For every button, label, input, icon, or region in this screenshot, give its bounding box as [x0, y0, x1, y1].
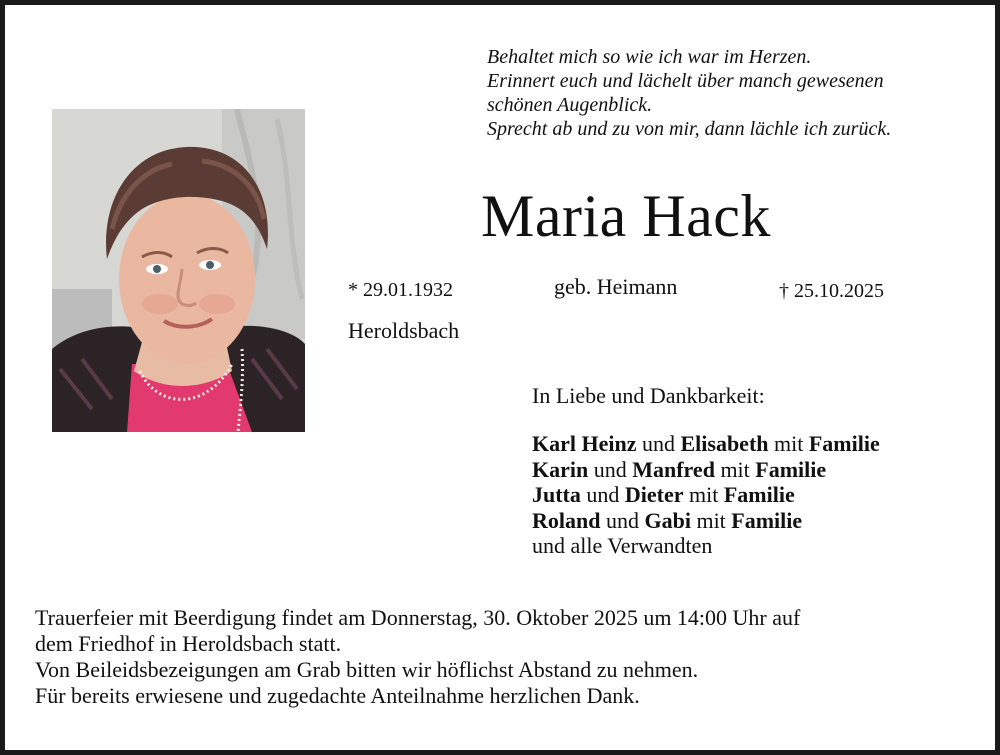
mourners-intro: In Liebe und Dankbarkeit:: [532, 383, 765, 408]
mourner-name: Roland: [532, 507, 601, 533]
mourner-row: Roland und Gabi mit Familie: [532, 507, 803, 533]
notice-line: Von Beileidsbezeigungen am Grab bitten wir höflichst Abstand zu nehmen.: [35, 657, 699, 682]
mourner-name: Karl Heinz: [532, 431, 637, 456]
mourner-name: Karin: [532, 456, 589, 482]
notice-line: dem Friedhof in Heroldsbach statt.: [35, 631, 342, 656]
death-date: † 25.10.2025: [779, 280, 884, 302]
mourner-name: Gabi: [644, 507, 691, 533]
notice-line: Trauerfeier mit Beerdigung findet am Donnerstag, 30. Oktober 2025 um 14:00 Uhr auf: [35, 605, 801, 630]
mourner-name: Jutta: [532, 482, 581, 507]
mourner-row: Karin und Manfred mit Familie: [532, 456, 827, 482]
hometown: Heroldsbach: [348, 318, 460, 343]
memorial-poem: [487, 45, 891, 141]
mourner-name: Manfred: [632, 456, 715, 482]
poem-line: Sprecht ab und zu von mir, dann lächle ich zurück.: [487, 118, 892, 140]
mourner-row: Jutta und Dieter mit Familie: [532, 482, 795, 507]
birth-date: * 29.01.1932: [348, 279, 453, 301]
mourners-list: [532, 431, 880, 559]
deceased-name: Maria Hack: [481, 183, 771, 249]
mourner-name: Dieter: [624, 482, 684, 507]
maiden-name: geb. Heimann: [554, 274, 678, 299]
notice-line: Für bereits erwiesene und zugedachte Anteilnahme herzlichen Dank.: [35, 683, 640, 708]
poem-line: Behaltet mich so wie ich war im Herzen.: [487, 46, 812, 68]
poem-line: schönen Augenblick.: [487, 94, 653, 116]
mourner-name: Elisabeth: [680, 431, 769, 456]
funeral-notice: [35, 605, 800, 709]
portrait-photo: [52, 109, 305, 432]
poem-line: Erinnert euch und lächelt über manch gewesenen: [487, 70, 884, 92]
relatives-line: und alle Verwandten: [532, 533, 713, 558]
mourner-row: Karl Heinz und Elisabeth mit Familie: [532, 431, 880, 456]
